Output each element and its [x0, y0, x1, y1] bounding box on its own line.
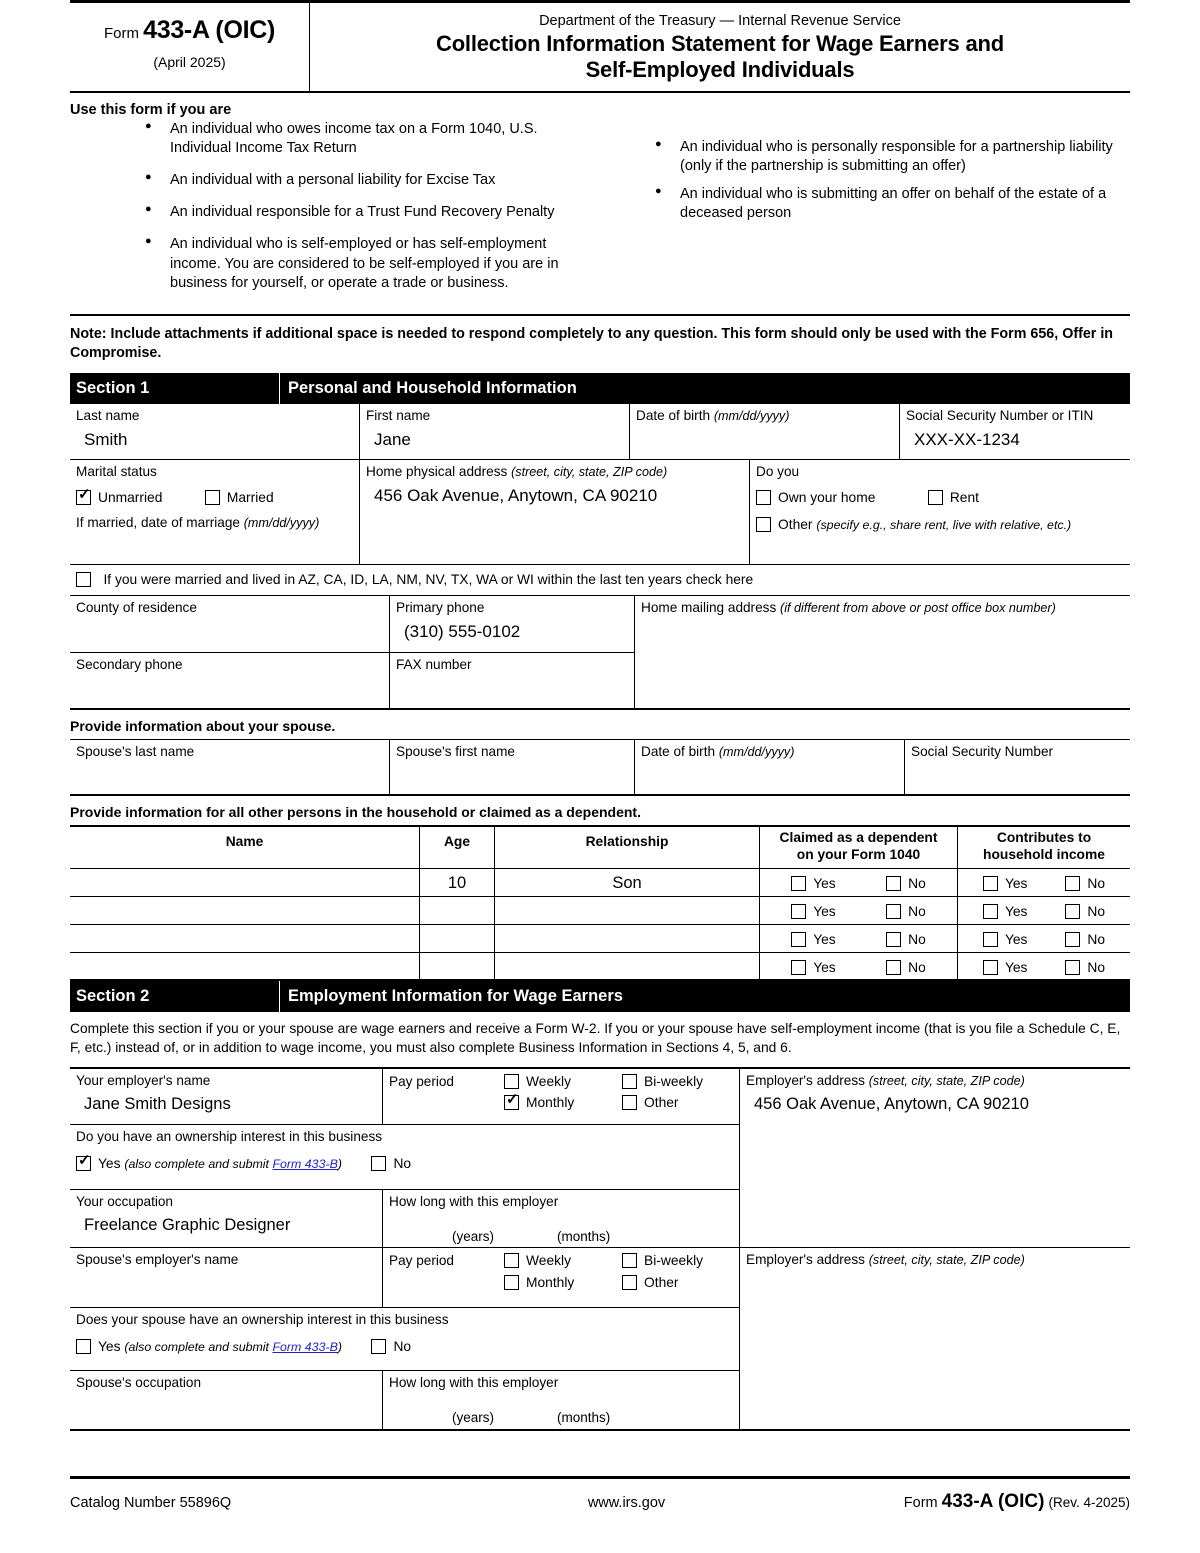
spouse-first-name-label: Spouse's first name: [396, 744, 515, 760]
dependent-age-value: 10: [447, 874, 467, 893]
county-label: County of residence: [76, 600, 197, 616]
marital-unmarried-label: Unmarried: [98, 490, 163, 506]
spouse-employer-address-value: [746, 1269, 1124, 1274]
irs-website-link[interactable]: www.irs.gov: [587, 1495, 666, 1511]
checkbox-contributes-yes-icon[interactable]: [983, 960, 998, 975]
spouse-dob-label: Date of birth (mm/dd/yyyy): [641, 744, 795, 760]
section-1-title: Personal and Household Information: [288, 379, 577, 398]
spouse-ownership-no-label: No: [393, 1338, 412, 1354]
ownership-hint-post: ): [337, 1156, 342, 1171]
footer-form-identity: [759, 1491, 1130, 1513]
dependent-claimed-no-option[interactable]: [886, 904, 926, 919]
dependent-relationship-cell[interactable]: [495, 897, 760, 925]
occupation-field[interactable]: [70, 1190, 383, 1248]
employer-payperiod-row: [70, 1067, 740, 1125]
intro-heading: Use this form if you are: [70, 101, 232, 118]
intro-section: [70, 93, 1130, 306]
column-header-claimed-dependent: [760, 825, 958, 869]
employer-address-label: Employer's address (street, city, state, ZIP code): [746, 1072, 1025, 1088]
form-number: 433-A (OIC): [143, 16, 276, 44]
spouse-ownership-question-label: Does your spouse have an ownership interest in this business: [76, 1311, 449, 1327]
ownership-hint-pre: (also complete and submit: [124, 1156, 273, 1171]
dependent-contributes-yes-option[interactable]: [983, 876, 1028, 891]
spouse-ownership-hint-post: ): [337, 1339, 342, 1354]
dependent-contributes-no-option[interactable]: [1065, 932, 1105, 947]
community-property-field[interactable]: [70, 565, 1130, 596]
years-value-with-label: [389, 1229, 557, 1244]
dependent-age-cell[interactable]: [420, 925, 495, 953]
employer-address-field[interactable]: [740, 1067, 1130, 1248]
pay-biweekly-option[interactable]: [622, 1074, 703, 1089]
checkbox-unmarried-icon[interactable]: [76, 490, 91, 505]
spouse-pay-weekly-option[interactable]: [504, 1253, 622, 1268]
dependent-contributes-yes-label: Yes: [1004, 931, 1028, 947]
form-identity-block: [70, 3, 310, 91]
mailing-address-field[interactable]: [635, 596, 1130, 710]
employer-address-value: 456 Oak Avenue, Anytown, CA 90210: [754, 1094, 1029, 1113]
primary-phone-field[interactable]: [390, 596, 635, 653]
section-1-number: Section 1: [70, 373, 280, 404]
checkbox-contributes-no-icon[interactable]: [1065, 876, 1080, 891]
dependent-name-cell[interactable]: [70, 925, 420, 953]
checkbox-other-housing-icon[interactable]: [756, 517, 771, 532]
mailing-address-value: [641, 617, 1124, 622]
footer-form-revision: (Rev. 4-2025): [1048, 1495, 1130, 1510]
form-433b-link[interactable]: Form 433-B: [272, 1156, 338, 1171]
dependents-rows-container: [70, 869, 1130, 981]
primary-phone-value: (310) 555-0102: [404, 622, 521, 642]
spouse-ownership-interest-field: [70, 1308, 740, 1371]
dependents-table-header: [70, 825, 1130, 869]
table-row: [70, 897, 1130, 925]
years-label: (years): [451, 1228, 494, 1244]
dependent-contributes-cell: [958, 897, 1130, 925]
checkbox-claimed-no-icon[interactable]: [886, 904, 901, 919]
form-prefix-label: Form: [103, 25, 139, 42]
dependent-contributes-yes-label: Yes: [1004, 903, 1028, 919]
dependent-relationship-cell[interactable]: [495, 953, 760, 981]
dependents-table: [70, 825, 1130, 981]
checkbox-spouse-pay-biweekly-icon[interactable]: [622, 1253, 637, 1268]
spouse-dob-value: [641, 761, 898, 766]
dependent-contributes-yes-option[interactable]: [983, 932, 1028, 947]
spouse-employer-payperiod-row: [70, 1248, 740, 1308]
spouse-ssn-label: Social Security Number: [911, 744, 1054, 760]
months-label: (months): [557, 1228, 611, 1244]
spouse-last-name-label: Spouse's last name: [76, 744, 195, 760]
dependent-claimed-no-option[interactable]: [886, 932, 926, 947]
dependent-contributes-no-option[interactable]: [1065, 876, 1105, 891]
spouse-years-value-with-label: [389, 1410, 557, 1425]
ownership-no-option[interactable]: [371, 1156, 411, 1171]
secondary-phone-value: [76, 674, 383, 679]
marital-address-row: [70, 460, 1130, 565]
checkbox-contributes-no-icon[interactable]: [1065, 960, 1080, 975]
checkbox-claimed-no-icon[interactable]: [886, 960, 901, 975]
form-number-line: [78, 17, 301, 45]
marital-status-field: [70, 460, 360, 565]
first-name-field[interactable]: [360, 404, 630, 460]
marriage-date-value: [76, 532, 353, 537]
dependent-age-cell[interactable]: [420, 869, 495, 897]
marriage-date-label: If married, date of marriage (mm/dd/yyyy): [76, 515, 320, 531]
spouse-how-long-employer-field[interactable]: [383, 1371, 740, 1431]
employer-name-field[interactable]: [70, 1067, 383, 1125]
secondary-phone-label: Secondary phone: [76, 657, 183, 673]
list-item: ● An individual who is submitting an offer on behalf of the estate of a deceased person: [655, 185, 1130, 223]
spouse-ownership-yes-option[interactable]: [76, 1339, 342, 1354]
spouse-ssn-field[interactable]: [905, 739, 1130, 796]
form-note-block: [70, 314, 1130, 374]
checkbox-spouse-pay-weekly-icon[interactable]: [504, 1253, 519, 1268]
pay-weekly-label: Weekly: [526, 1073, 571, 1089]
last-name-label: Last name: [76, 408, 140, 424]
checkbox-spouse-pay-other-icon[interactable]: [622, 1275, 637, 1290]
dependent-age-cell[interactable]: [420, 953, 495, 981]
date-of-birth-value: [636, 425, 893, 430]
spouse-last-name-field[interactable]: [70, 739, 390, 796]
spouse-ownership-hint-pre: (also complete and submit: [124, 1339, 273, 1354]
form-revision-date: (April 2025): [153, 53, 226, 70]
pay-monthly-label: Monthly: [526, 1094, 575, 1110]
ownership-interest-field: [70, 1125, 740, 1190]
marital-status-label: Marital status: [76, 464, 157, 480]
pay-monthly-option[interactable]: [504, 1095, 622, 1110]
dependent-claimed-cell: [760, 953, 958, 981]
pay-biweekly-label: Bi-weekly: [644, 1073, 704, 1089]
spouse-employer-name-label: Spouse's employer's name: [76, 1251, 239, 1267]
spouse-pay-period-field: [383, 1248, 740, 1308]
dependent-claimed-yes-option[interactable]: [791, 904, 836, 919]
column-header-name: Name: [70, 825, 420, 869]
footer-form-number: 433-A (OIC): [941, 1491, 1045, 1512]
how-long-label: How long with this employer: [389, 1193, 559, 1209]
home-address-value: 456 Oak Avenue, Anytown, CA 90210: [374, 486, 658, 506]
dependent-claimed-cell: [760, 897, 958, 925]
dependent-claimed-no-option[interactable]: [886, 876, 926, 891]
dependent-claimed-no-label: No: [908, 903, 926, 919]
date-of-birth-label: Date of birth (mm/dd/yyyy): [636, 408, 790, 424]
checkbox-ownership-yes-icon[interactable]: [76, 1156, 91, 1171]
checkbox-contributes-no-icon[interactable]: [1065, 904, 1080, 919]
checkbox-claimed-yes-icon[interactable]: [791, 904, 806, 919]
form-header: [70, 0, 1130, 93]
home-address-label: Home physical address (street, city, state, ZIP code): [366, 464, 668, 480]
rent-option[interactable]: [928, 490, 979, 505]
dependent-contributes-no-label: No: [1087, 959, 1106, 975]
spouse-section-heading: Provide information about your spouse.: [70, 718, 336, 735]
ssn-label: Social Security Number or ITIN: [906, 408, 1094, 424]
dependent-contributes-no-label: No: [1087, 875, 1106, 891]
list-item: ● An individual who is personally responsible for a partnership liability (only if the partnership is submitting an offer): [655, 138, 1130, 176]
spouse-pay-other-option[interactable]: [622, 1275, 679, 1290]
form-note: Note: Include attachments if additional space is needed to respond completely to any question. This form should only be used with the Form 656, Offer in Compromise.: [70, 325, 1114, 362]
spouse-ownership-no-option[interactable]: [371, 1339, 411, 1354]
dependent-claimed-yes-option[interactable]: [791, 876, 836, 891]
other-housing-option[interactable]: [756, 517, 1071, 532]
first-name-value: Jane: [374, 430, 411, 450]
department-label: Department of the Treasury — Internal Revenue Service: [539, 13, 901, 29]
secondary-phone-field[interactable]: [70, 653, 390, 710]
checkbox-claimed-yes-icon[interactable]: [791, 932, 806, 947]
column-header-contributes-income: [958, 825, 1130, 869]
checkbox-pay-weekly-icon[interactable]: [504, 1074, 519, 1089]
checkbox-claimed-yes-icon[interactable]: [791, 960, 806, 975]
housing-status-field: [750, 460, 1130, 565]
section-2-header-bar: [70, 981, 1130, 1012]
ssn-value: XXX-XX-1234: [914, 430, 1020, 450]
spouse-pay-biweekly-label: Bi-weekly: [644, 1252, 704, 1268]
how-long-employer-field[interactable]: [383, 1190, 740, 1248]
claimed-header-line2: on your Form 1040: [796, 846, 921, 862]
spouse-pay-other-label: Other: [644, 1274, 679, 1290]
rent-label: Rent: [949, 490, 979, 506]
dependent-claimed-no-label: No: [908, 875, 926, 891]
contact-row: [70, 596, 1130, 710]
dependent-contributes-no-label: No: [1087, 931, 1106, 947]
list-item: ● An individual who owes income tax on a Form 1040, U.S. Individual Income Tax Return: [145, 120, 590, 158]
ownership-yes-option[interactable]: [76, 1156, 342, 1171]
marital-married-label: Married: [226, 490, 274, 506]
fax-field[interactable]: [390, 653, 635, 710]
spouse-months-label: (months): [557, 1409, 611, 1425]
spouse-employer-address-label: Employer's address (street, city, state, ZIP code): [746, 1251, 1025, 1267]
dependent-claimed-yes-option[interactable]: [791, 932, 836, 947]
spouse-last-name-value: [76, 761, 383, 766]
form-title-line1: Collection Information Statement for Wage Earners and: [436, 31, 1004, 56]
do-you-label: Do you: [756, 464, 800, 480]
own-home-option[interactable]: [756, 490, 875, 505]
form-title-block: [310, 3, 1130, 91]
dependent-contributes-cell: [958, 953, 1130, 981]
section-1-header-bar: [70, 373, 1130, 404]
employer-name-label: Your employer's name: [76, 1072, 211, 1088]
dependent-contributes-cell: [958, 925, 1130, 953]
spouse-occupation-row: [70, 1371, 740, 1431]
dependent-claimed-no-option[interactable]: [886, 960, 926, 975]
community-property-label: If you were married and lived in AZ, CA, ID, LA, NM, NV, TX, WA or WI within the last ten years check here: [103, 572, 754, 588]
employer-name-value: Jane Smith Designs: [84, 1094, 231, 1113]
dependent-name-cell[interactable]: [70, 869, 420, 897]
name-row: [70, 404, 1130, 460]
spouse-pay-monthly-option[interactable]: [504, 1275, 622, 1290]
list-item: ● An individual who is self-employed or has self-employment income. You are considered to be self-employed if you are in business for yourself, or operate a trade or business.: [145, 235, 590, 292]
dependent-relationship-value: Son: [612, 874, 642, 893]
dependent-claimed-cell: [760, 925, 958, 953]
last-name-value: Smith: [84, 430, 128, 450]
spouse-ownership-yes-label: Yes: [98, 1338, 121, 1354]
occupation-label: Your occupation: [76, 1193, 173, 1209]
dependent-claimed-no-label: No: [908, 959, 926, 975]
checkbox-claimed-yes-icon[interactable]: [791, 876, 806, 891]
dependent-contributes-no-option[interactable]: [1065, 960, 1105, 975]
spouse-first-name-value: [396, 761, 628, 766]
spouse-row: [70, 739, 1130, 796]
spouse-occupation-value: [76, 1392, 376, 1397]
spouse-form-433b-link[interactable]: Form 433-B: [272, 1339, 338, 1354]
dependent-claimed-yes-option[interactable]: [791, 960, 836, 975]
checkbox-married-icon[interactable]: [205, 490, 220, 505]
checkbox-community-property-icon[interactable]: [76, 572, 91, 587]
dependent-contributes-yes-option[interactable]: [983, 960, 1028, 975]
spouse-employer-name-value: [76, 1269, 376, 1274]
form-title-line2: Self-Employed Individuals: [585, 56, 855, 82]
list-item: ● An individual with a personal liability for Excise Tax: [145, 171, 590, 190]
spouse-first-name-field[interactable]: [390, 739, 635, 796]
section-1-grid: [70, 404, 1130, 710]
other-housing-label: Other: [778, 517, 813, 533]
catalog-number: Catalog Number 55896Q: [70, 1495, 232, 1511]
county-value: [76, 617, 383, 622]
section-2-title: Employment Information for Wage Earners: [288, 987, 623, 1006]
ssn-field[interactable]: [900, 404, 1130, 460]
spouse-employer-address-field[interactable]: [740, 1248, 1130, 1431]
spouse-pay-weekly-label: Weekly: [526, 1252, 571, 1268]
checkbox-spouse-ownership-no-icon[interactable]: [371, 1339, 386, 1354]
column-header-relationship: Relationship: [495, 825, 760, 869]
checkbox-pay-other-icon[interactable]: [622, 1095, 637, 1110]
form-footer: [70, 1476, 1130, 1513]
dependent-age-cell[interactable]: [420, 897, 495, 925]
marital-married-option[interactable]: [205, 490, 274, 505]
spouse-pay-period-label: Pay period: [389, 1252, 454, 1268]
spouse-years-label: (years): [451, 1409, 494, 1425]
spouse-occupation-label: Spouse's occupation: [76, 1374, 202, 1390]
dependent-name-cell[interactable]: [70, 897, 420, 925]
community-property-row: [70, 565, 1130, 596]
date-of-birth-field[interactable]: [630, 404, 900, 460]
dependent-claimed-cell: [760, 869, 958, 897]
first-name-label: First name: [366, 408, 431, 424]
fax-label: FAX number: [396, 657, 472, 673]
spouse-employer-name-field[interactable]: [70, 1248, 383, 1308]
checkbox-contributes-yes-icon[interactable]: [983, 876, 998, 891]
spouse-grid: [70, 739, 1130, 796]
occupation-value: Freelance Graphic Designer: [84, 1215, 291, 1234]
county-field[interactable]: [70, 596, 390, 653]
section-2-number: Section 2: [70, 981, 280, 1012]
employment-row: [70, 1067, 1130, 1431]
pay-period-label: Pay period: [389, 1073, 454, 1089]
checkbox-ownership-no-icon[interactable]: [371, 1156, 386, 1171]
checkbox-pay-biweekly-icon[interactable]: [622, 1074, 637, 1089]
dependent-claimed-yes-label: Yes: [813, 931, 836, 947]
home-address-field[interactable]: [360, 460, 750, 565]
checkbox-claimed-no-icon[interactable]: [886, 876, 901, 891]
pay-other-label: Other: [644, 1094, 679, 1110]
months-value-with-label: [557, 1229, 610, 1244]
own-home-label: Own your home: [778, 490, 876, 506]
dependent-claimed-no-label: No: [908, 931, 926, 947]
dependent-name-cell[interactable]: [70, 953, 420, 981]
ownership-question-label: Do you have an ownership interest in this business: [76, 1128, 383, 1144]
section-2-grid: [70, 1067, 1130, 1431]
section-2-instructions: Complete this section if you or your spouse are wage earners and receive a Form W-2. If you or your spouse have self-employment income (that is you file a Schedule C, E, F, etc.) instead of, or in addition to wage income, you must also complete Business Information in Sections 4, 5, and 6.: [70, 1021, 1121, 1055]
checkbox-rent-icon[interactable]: [928, 490, 943, 505]
checkbox-spouse-ownership-yes-icon[interactable]: [76, 1339, 91, 1354]
checkbox-spouse-pay-monthly-icon[interactable]: [504, 1275, 519, 1290]
spouse-dob-field[interactable]: [635, 739, 905, 796]
ownership-yes-label: Yes: [98, 1155, 121, 1171]
pay-period-field: [383, 1067, 740, 1125]
spouse-pay-biweekly-option[interactable]: [622, 1253, 703, 1268]
intro-bullets-left: [70, 120, 590, 306]
dependent-claimed-yes-label: Yes: [813, 959, 836, 975]
list-item: ● An individual responsible for a Trust Fund Recovery Penalty: [145, 203, 590, 222]
contributes-header-line1: Contributes to: [996, 830, 1092, 846]
pay-other-option[interactable]: [622, 1095, 679, 1110]
marital-unmarried-option[interactable]: [76, 490, 162, 505]
checkbox-contributes-yes-icon[interactable]: [983, 904, 998, 919]
table-row: [70, 953, 1130, 981]
primary-phone-label: Primary phone: [396, 600, 485, 616]
pay-weekly-option[interactable]: [504, 1074, 622, 1089]
spouse-occupation-field[interactable]: [70, 1371, 383, 1431]
occupation-row: [70, 1190, 740, 1248]
dependent-relationship-cell[interactable]: [495, 925, 760, 953]
column-header-age: Age: [420, 825, 495, 869]
dependent-contributes-no-option[interactable]: [1065, 904, 1105, 919]
spouse-pay-monthly-label: Monthly: [526, 1274, 575, 1290]
checkbox-contributes-no-icon[interactable]: [1065, 932, 1080, 947]
other-housing-hint: (specify e.g., share rent, live with relative, etc.): [816, 518, 1072, 533]
checkbox-contributes-yes-icon[interactable]: [983, 932, 998, 947]
dependent-contributes-yes-option[interactable]: [983, 904, 1028, 919]
dependent-contributes-no-label: No: [1087, 903, 1106, 919]
intro-bullets-right: [590, 120, 1130, 306]
table-row: [70, 869, 1130, 897]
last-name-field[interactable]: [70, 404, 360, 460]
mailing-address-label: Home mailing address (if different from above or post office box number): [641, 600, 1056, 616]
dependent-claimed-yes-label: Yes: [813, 875, 836, 891]
table-row: [70, 925, 1130, 953]
checkbox-pay-monthly-icon[interactable]: [504, 1095, 519, 1110]
claimed-header-line1: Claimed as a dependent: [779, 830, 938, 846]
dependent-contributes-yes-label: Yes: [1004, 959, 1028, 975]
spouse-months-value-with-label: [557, 1410, 610, 1425]
contributes-header-line2: household income: [983, 846, 1105, 862]
household-section-heading: Provide information for all other persons in the household or claimed as a dependent.: [70, 804, 641, 821]
dependent-contributes-yes-label: Yes: [1004, 875, 1028, 891]
checkbox-own-home-icon[interactable]: [756, 490, 771, 505]
dependent-claimed-yes-label: Yes: [813, 903, 836, 919]
dependent-contributes-cell: [958, 869, 1130, 897]
ownership-no-label: No: [393, 1155, 412, 1171]
dependent-relationship-cell[interactable]: [495, 869, 760, 897]
fax-value: [396, 674, 628, 679]
footer-form-prefix: Form: [903, 1495, 938, 1511]
spouse-how-long-label: How long with this employer: [389, 1374, 559, 1390]
spouse-ssn-value: [911, 761, 1124, 766]
checkbox-claimed-no-icon[interactable]: [886, 932, 901, 947]
